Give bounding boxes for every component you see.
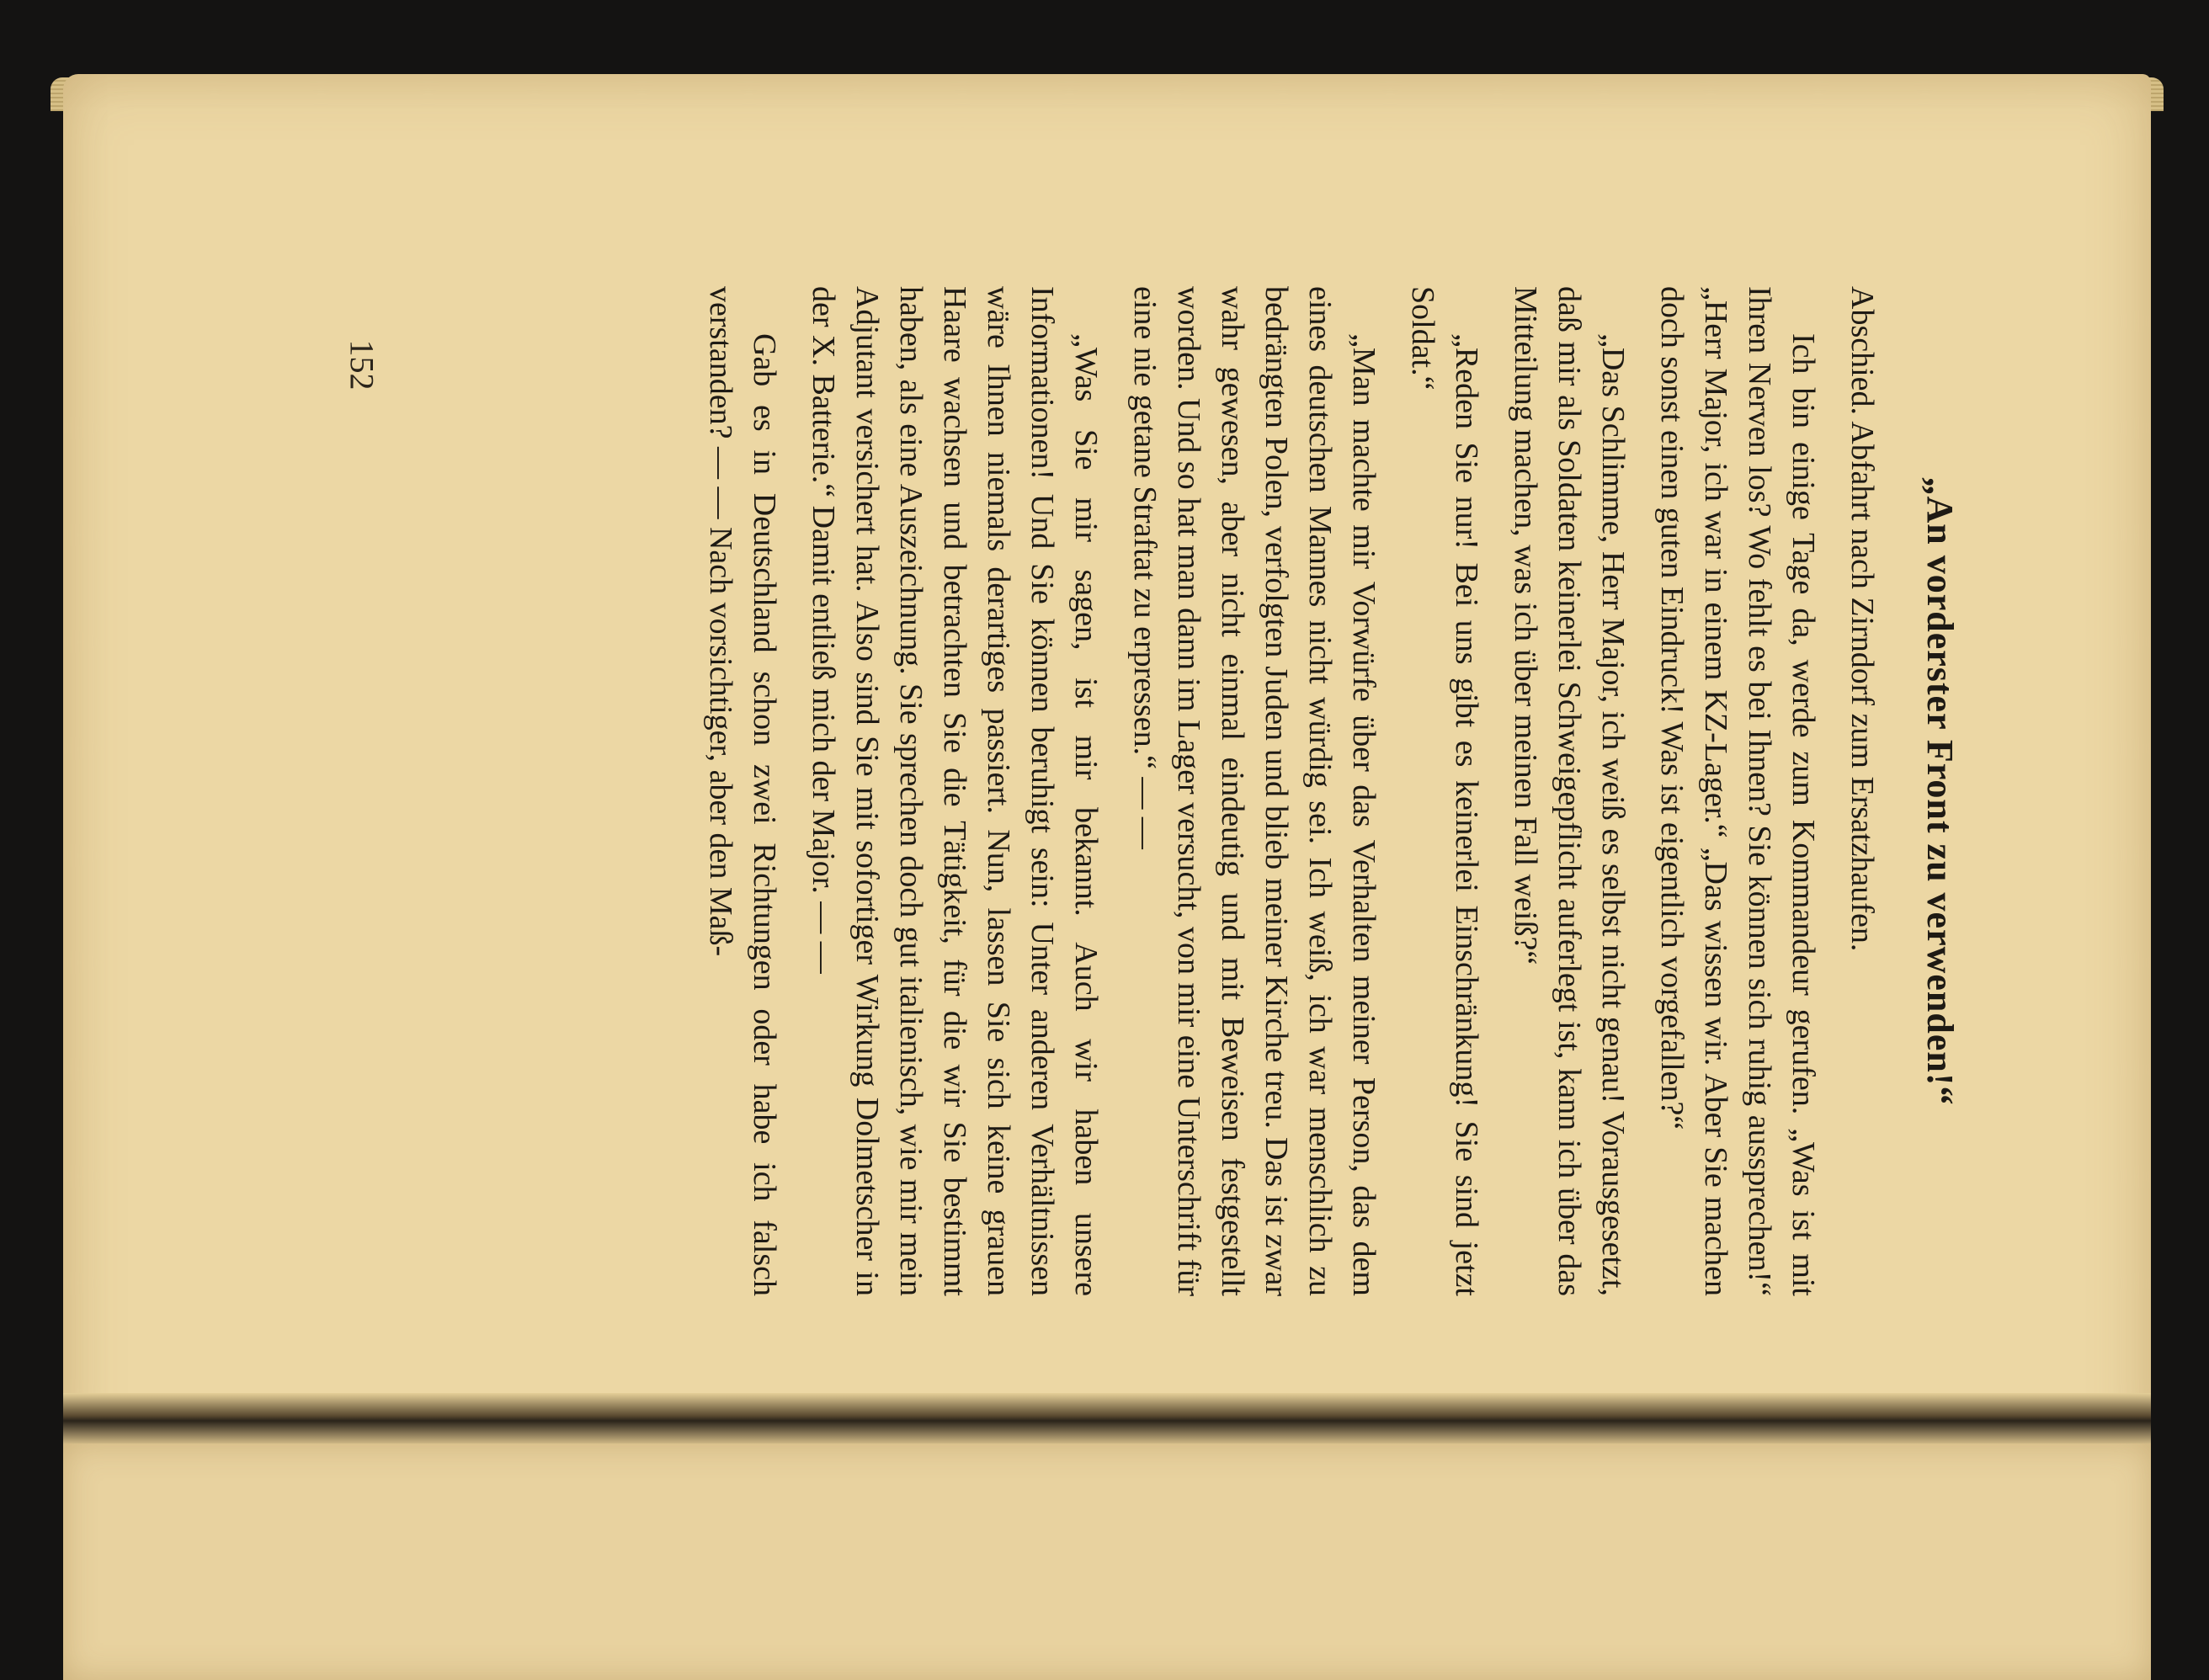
facing-page — [63, 1443, 2151, 1680]
paragraph: „Das Schlimme, Herr Major, ich weiß es selbst nicht genau! Vorausgesetzt, daß mir als Soldaten keinerlei Schweigepflicht auferlegt ist, kann ich über das Mitteilung machen, was ich über meinen Fall weiß?“ — [1508, 286, 1631, 1296]
chapter-heading: „An vorderster Front zu verwenden!“ — [1919, 476, 1961, 1106]
page-text-block — [530, 286, 1961, 1296]
book-gutter — [63, 1393, 2151, 1443]
paragraph: „Man machte mir Vorwürfe über das Verhalten meiner Person, das dem eines deutschen Mannes nicht würdig sei. Ich weiß, ich war menschlich zu bedrängten Polen, verfolgten Juden und blieb meiner Kirche treu. Das ist zwar wahr gewesen, aber nicht einmal eindeutig und mit Beweisen festgestellt worden. Und so hat man dann im Lager versucht, von mir eine Unterschrift für eine nie getane Straftat zu erpressen.“ — — — [1127, 286, 1381, 1296]
paragraph: „Reden Sie nur! Bei uns gibt es keinerlei Einschränkung! Sie sind jetzt Soldat.“ — [1405, 286, 1484, 1296]
paragraph: Abschied. Abfahrt nach Zirndorf zum Ersatzhaufen. — [1844, 286, 1880, 952]
paragraph: Gab es in Deutschland schon zwei Richtungen oder habe ich falsch verstanden? — — Nach vorsichtiger, aber den Maß- — [703, 286, 782, 1296]
page-number: 152 — [343, 339, 381, 391]
paragraph: „Was Sie mir sagen, ist mir bekannt. Auch wir haben unsere Informationen! Und Sie können beruhigt sein: Unter anderen Verhältnissen wäre Ihnen niemals derartiges passiert. Nun, lassen Sie sich keine grauen Haare wachsen und betrachten Sie die Tätigkeit, für die wir Sie bestimmt haben, als eine Auszeichnung. Sie sprechen doch gut italienisch, wie mir mein Adjutant versichert hat. Also sind Sie mit sofortiger Wirkung Dolmetscher in der X. Batterie.“ Damit entließ mich der Major. — — — [806, 286, 1104, 1296]
paragraph: Ich bin einige Tage da, werde zum Kommandeur gerufen. „Was ist mit Ihren Nerven los? Wo fehlt es bei Ihnen? Sie können sich ruhig aussprechen!“ „Herr Major, ich war in einem KZ-Lager.“ „Das wissen wir. Aber Sie machen doch sonst einen guten Eindruck! Was ist eigentlich vorgefallen?“ — [1654, 286, 1821, 1296]
